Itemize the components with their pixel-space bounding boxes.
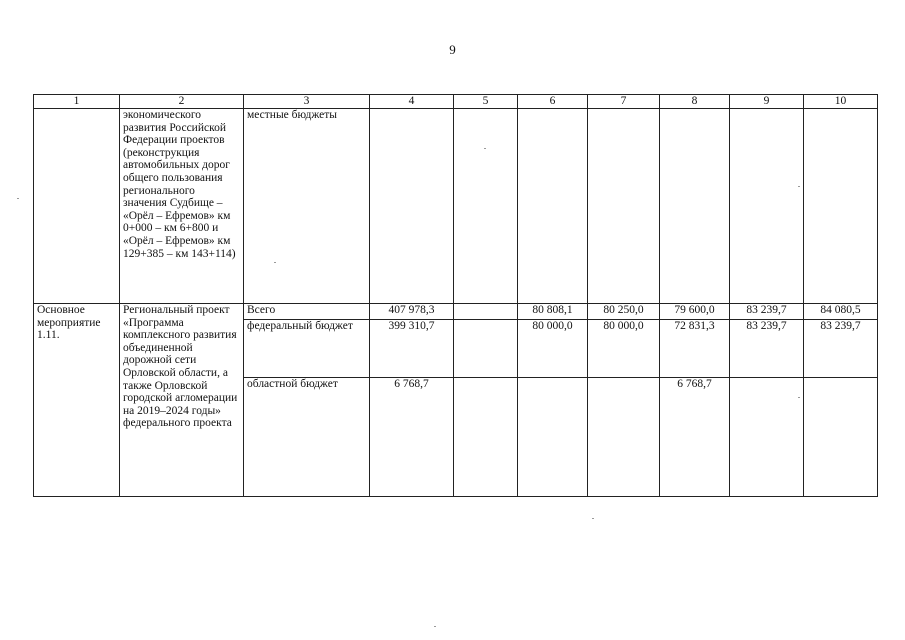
table-row (34, 109, 878, 304)
header-cell-10: 10 (804, 95, 878, 109)
value-cell: 80 250,0 (588, 304, 660, 320)
header-cell-7: 7 (588, 95, 660, 109)
value-cell: 6 768,7 (370, 378, 454, 497)
source-federal: федеральный бюджет (244, 320, 370, 378)
header-cell-5: 5 (454, 95, 518, 109)
value-cell: 83 239,7 (730, 304, 804, 320)
budget-table (33, 94, 878, 497)
value-cell (804, 378, 878, 497)
header-row (34, 95, 878, 109)
scan-speck (484, 148, 486, 149)
value-cell: 6 768,7 (660, 378, 730, 497)
value-cell: 83 239,7 (730, 320, 804, 378)
value-cell (454, 304, 518, 320)
header-cell-3: 3 (244, 95, 370, 109)
event-project-name: Региональный проект «Программа комплексного развития объединенной дорожной сети Орловской области, а также Орловской городской агломерации на 2019–2024 годы» федерального проекта (120, 304, 244, 497)
scan-speck (592, 518, 594, 519)
value-cell: 72 831,3 (660, 320, 730, 378)
scan-speck (798, 186, 800, 187)
scan-speck (274, 262, 276, 263)
value-cell: 80 000,0 (588, 320, 660, 378)
value-cell: 83 239,7 (804, 320, 878, 378)
scan-speck (17, 198, 19, 199)
value-cell: 407 978,3 (370, 304, 454, 320)
header-cell-2: 2 (120, 95, 244, 109)
cell-empty (34, 109, 120, 304)
value-cell (730, 378, 804, 497)
value-cell: 79 600,0 (660, 304, 730, 320)
header-cell-6: 6 (518, 95, 588, 109)
cell-empty (804, 109, 878, 304)
cell-empty (730, 109, 804, 304)
header-cell-9: 9 (730, 95, 804, 109)
cell-empty (518, 109, 588, 304)
event-code: Основное мероприятие 1.11. (34, 304, 120, 497)
cell-empty (660, 109, 730, 304)
value-cell (454, 320, 518, 378)
value-cell (518, 378, 588, 497)
cell-empty (454, 109, 518, 304)
source-regional: областной бюджет (244, 378, 370, 497)
value-cell: 399 310,7 (370, 320, 454, 378)
value-cell (588, 378, 660, 497)
value-cell (454, 378, 518, 497)
header-cell-1: 1 (34, 95, 120, 109)
table-row (34, 304, 878, 320)
value-cell: 80 000,0 (518, 320, 588, 378)
source-total: Всего (244, 304, 370, 320)
scan-speck (798, 397, 800, 398)
cell-empty (588, 109, 660, 304)
header-cell-8: 8 (660, 95, 730, 109)
page-number: 9 (449, 42, 456, 57)
cell-empty (370, 109, 454, 304)
header-cell-4: 4 (370, 95, 454, 109)
continued-project-name: экономического развития Российской Федерации проектов (реконструкция автомобильных дорог общего пользования регионального значения Судбище – «Орёл – Ефремов» км 0+000 – км 6+800 и «Орёл – Ефремов» км 129+385 – км 143+114) (120, 109, 244, 304)
continued-source: местные бюджеты (244, 109, 370, 304)
value-cell: 80 808,1 (518, 304, 588, 320)
value-cell: 84 080,5 (804, 304, 878, 320)
scan-speck (434, 626, 436, 627)
